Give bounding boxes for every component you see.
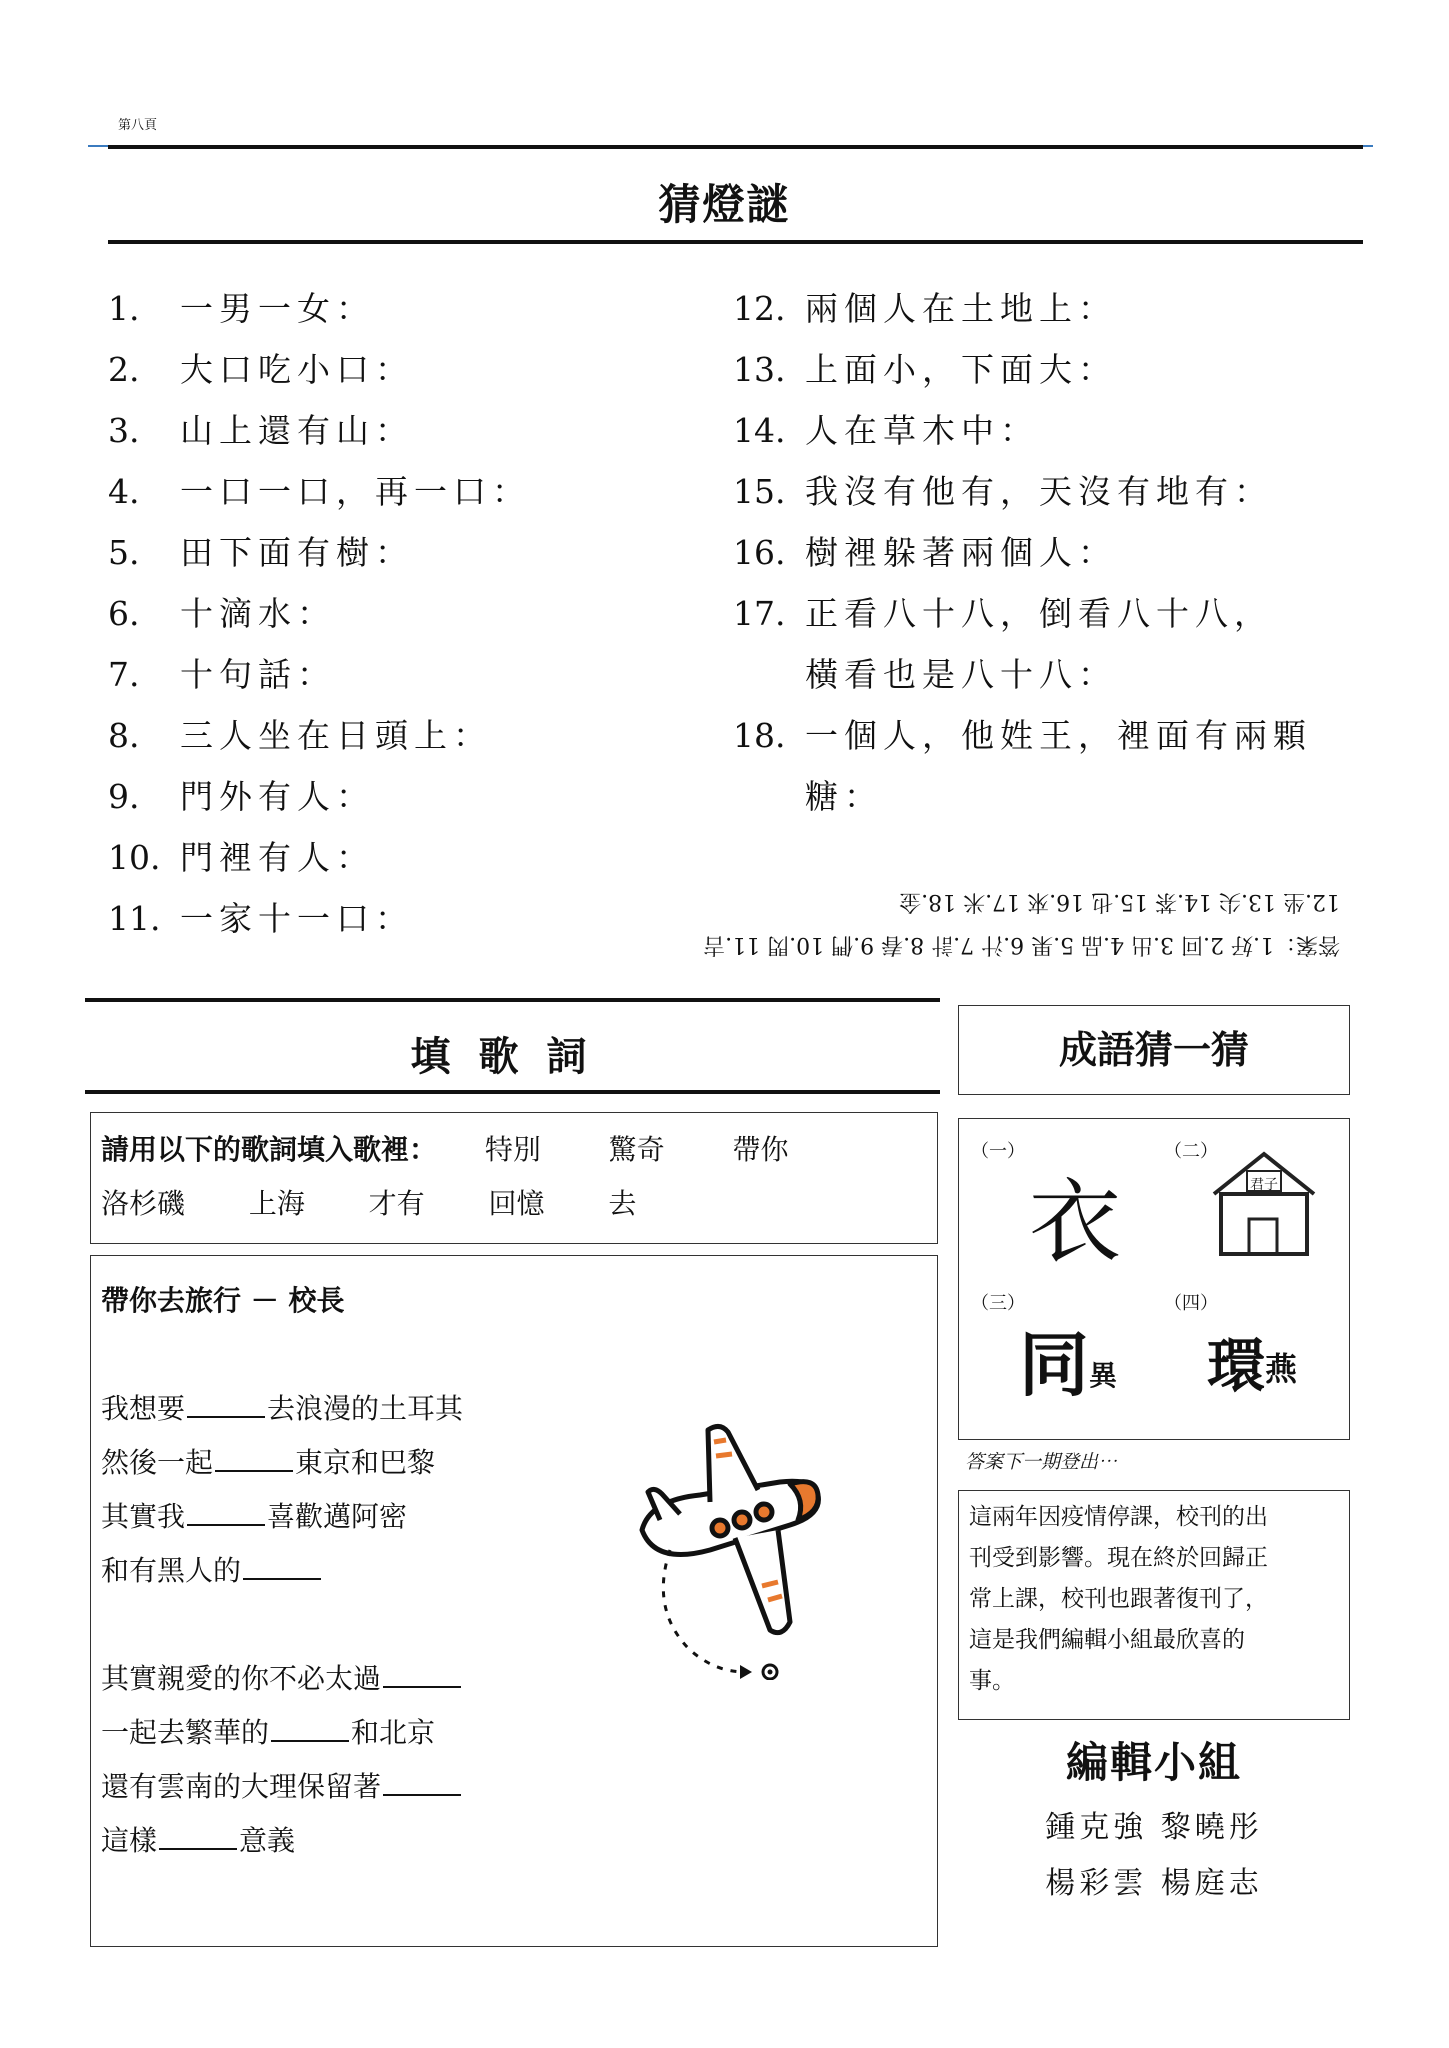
- riddle-number: 16.: [733, 533, 786, 572]
- lyric-blank[interactable]: [187, 1386, 265, 1418]
- riddle-number: 11.: [108, 899, 161, 938]
- answers-line-1: 答案：1.好 2.回 3.出 4.品 5.果 6.汁 7.計 8.春 9.們 10.閃 11.吉: [703, 932, 1340, 957]
- notice-line: 常上課，校刊也跟著復刊了，: [969, 1586, 1268, 1612]
- puzzle-label: （一）: [971, 1141, 1025, 1162]
- riddle-number: 1.: [108, 289, 140, 328]
- instruction-label: 請用以下的歌詞填入歌裡：: [101, 1133, 438, 1166]
- lyrics-top-rule: [85, 998, 940, 1002]
- lyric-text: 喜歡邁阿密: [267, 1500, 408, 1533]
- word-bank-word: 特別: [484, 1133, 541, 1166]
- lyric-text: 和有黑人的: [101, 1554, 242, 1587]
- riddle-item: [108, 827, 531, 888]
- word-bank-word: 回憶: [488, 1187, 545, 1220]
- riddle-item: [733, 278, 1312, 339]
- puzzle-4-small: 燕: [1265, 1350, 1298, 1388]
- arrowhead: [740, 1665, 752, 1679]
- riddle-item: [108, 583, 531, 644]
- riddle-number: 5.: [108, 533, 140, 572]
- lyric-blank[interactable]: [243, 1548, 321, 1580]
- riddle-text: 我沒有他有，天沒有地有：: [805, 472, 1273, 511]
- lyric-text: 意義: [239, 1824, 296, 1857]
- riddle-text: 山上還有山：: [180, 411, 414, 450]
- lyric-text: 其實我: [101, 1500, 186, 1533]
- riddle-item: [108, 705, 531, 766]
- riddle-number: 2.: [108, 350, 140, 389]
- puzzle-4-big: 環: [1207, 1332, 1266, 1400]
- riddle-item: [108, 522, 531, 583]
- lyric-text: 東京和巴黎: [295, 1446, 436, 1479]
- riddle-item: [108, 766, 531, 827]
- lyric-line: [101, 1706, 927, 1760]
- editors-list: [958, 1800, 1350, 1912]
- riddle-item: [108, 339, 531, 400]
- riddle-number: 12.: [733, 289, 786, 328]
- verse-2: [101, 1652, 927, 1868]
- riddle-item: [108, 644, 531, 705]
- riddle-item: [733, 522, 1312, 583]
- riddle-text: 一男一女：: [180, 289, 375, 328]
- riddle-text: 門裡有人：: [180, 838, 375, 877]
- riddle-number: 9.: [108, 777, 140, 816]
- lyric-blank[interactable]: [271, 1710, 349, 1742]
- riddles-right-column: [733, 278, 1312, 827]
- lyric-line: [101, 1814, 927, 1868]
- riddle-answers: [630, 888, 1340, 962]
- puzzle-label: （三）: [971, 1293, 1025, 1314]
- lyric-text: 這樣: [101, 1824, 158, 1857]
- riddle-item: [108, 461, 531, 522]
- riddle-text: 田下面有樹：: [180, 533, 414, 572]
- word-bank-word: 去: [608, 1187, 637, 1220]
- riddle-item: [733, 461, 1312, 522]
- airplane-illustration: [630, 1410, 840, 1680]
- riddle-text: 十句話：: [180, 655, 336, 694]
- riddle-number: 14.: [733, 411, 786, 450]
- riddle-text: 十滴水：: [180, 594, 336, 633]
- lyric-blank[interactable]: [383, 1656, 461, 1688]
- lyrics-title: 填歌詞: [410, 1033, 615, 1080]
- riddle-item: [733, 339, 1312, 400]
- riddle-number: 4.: [108, 472, 140, 511]
- flight-path: [663, 1550, 745, 1672]
- house-sign-text: 君子: [1250, 1177, 1278, 1193]
- editors-row: 楊彩雲 楊庭志: [1045, 1866, 1263, 1901]
- house-icon: [1209, 1149, 1319, 1259]
- editors-row: 鍾克強 黎曉彤: [1045, 1810, 1263, 1845]
- riddle-text-continued: 糖：: [805, 777, 883, 816]
- idioms-puzzle-box: [958, 1118, 1350, 1440]
- lyrics-bottom-rule: [85, 1090, 940, 1094]
- word-bank-word: 驚奇: [608, 1133, 665, 1166]
- riddle-text: 正看八十八，倒看八十八，: [805, 594, 1273, 633]
- riddle-item: [108, 278, 531, 339]
- riddle-number: 8.: [108, 716, 140, 755]
- word-bank-word: 洛杉磯: [101, 1187, 186, 1220]
- notice-line: 刊受到影響。現在終於回歸正: [969, 1545, 1268, 1571]
- lyric-blank[interactable]: [383, 1764, 461, 1796]
- riddle-text: 人在草木中：: [805, 411, 1039, 450]
- notice-line: 這是我們編輯小組最欣喜的: [969, 1627, 1245, 1653]
- riddle-item: [733, 583, 1312, 644]
- puzzle-3-big: 同: [1019, 1323, 1089, 1406]
- word-bank-word: 上海: [248, 1187, 305, 1220]
- riddle-number: 10.: [108, 838, 161, 877]
- riddle-number: 6.: [108, 594, 140, 633]
- riddle-number: 15.: [733, 472, 786, 511]
- top-rule: [108, 145, 1363, 149]
- riddle-item: [733, 400, 1312, 461]
- word-bank-word: 才有: [368, 1187, 425, 1220]
- riddle-text: 一家十一口：: [180, 899, 414, 938]
- lyric-text: 一起去繁華的: [101, 1716, 270, 1749]
- riddle-number: 17.: [733, 594, 786, 633]
- lyric-text: 和北京: [351, 1716, 436, 1749]
- lyric-text: 然後一起: [101, 1446, 214, 1479]
- lyric-text: 還有雲南的大理保留著: [101, 1770, 382, 1803]
- riddle-text: 上面小，下面大：: [805, 350, 1117, 389]
- lyric-blank[interactable]: [159, 1818, 237, 1850]
- riddle-text: 樹裡躲著兩個人：: [805, 533, 1117, 572]
- riddle-item: [108, 400, 531, 461]
- riddle-item: [108, 888, 531, 949]
- riddle-item: [733, 705, 1312, 766]
- word-bank-box: [90, 1112, 938, 1244]
- title-rule: [108, 240, 1363, 244]
- lyric-line: [101, 1760, 927, 1814]
- riddle-text: 一個人，他姓王，裡面有兩顆: [805, 716, 1312, 755]
- puzzle-label: （四）: [1164, 1293, 1218, 1314]
- answer-note: 答案下一期登出⋯: [965, 1451, 1118, 1473]
- editors-title: 編輯小組: [1065, 1738, 1242, 1787]
- lyric-text: 我想要: [101, 1392, 186, 1425]
- riddle-text: 一口一口，再一口：: [180, 472, 531, 511]
- puzzle-1-glyph: 衣: [1029, 1169, 1122, 1276]
- notice-box: [958, 1490, 1350, 1720]
- song-title: 帶你去旅行 － 校長: [101, 1284, 345, 1317]
- lyric-blank[interactable]: [187, 1494, 265, 1526]
- lyric-blank[interactable]: [215, 1440, 293, 1472]
- word-bank-word: 帶你: [732, 1133, 789, 1166]
- puzzle-label: （二）: [1164, 1141, 1218, 1162]
- riddle-text: 大口吃小口：: [180, 350, 414, 389]
- page-number: 第八頁: [118, 118, 158, 133]
- notice-line: 這兩年因疫情停課，校刊的出: [969, 1504, 1268, 1530]
- puzzle-3-small: 異: [1089, 1359, 1118, 1392]
- riddles-title: 猜燈謎: [658, 180, 791, 229]
- riddle-text-continued: 橫看也是八十八：: [805, 655, 1117, 694]
- riddle-text: 兩個人在土地上：: [805, 289, 1117, 328]
- riddle-number: 3.: [108, 411, 140, 450]
- riddles-left-column: [108, 278, 531, 949]
- lyric-text: 去浪漫的土耳其: [267, 1392, 464, 1425]
- notice-line: 事。: [969, 1668, 1015, 1694]
- idioms-title: 成語猜一猜: [958, 1005, 1350, 1095]
- riddle-number: 13.: [733, 350, 786, 389]
- riddle-number: 18.: [733, 716, 786, 755]
- riddle-text: 門外有人：: [180, 777, 375, 816]
- airplane-icon: [642, 1426, 818, 1632]
- riddle-number: 7.: [108, 655, 140, 694]
- riddle-text: 三人坐在日頭上：: [180, 716, 492, 755]
- answers-line-2: 12.坐 13.尖 14.茶 15.也 16.來 17.米 18.金: [899, 889, 1340, 914]
- lyric-text: 其實親愛的你不必太過: [101, 1662, 382, 1695]
